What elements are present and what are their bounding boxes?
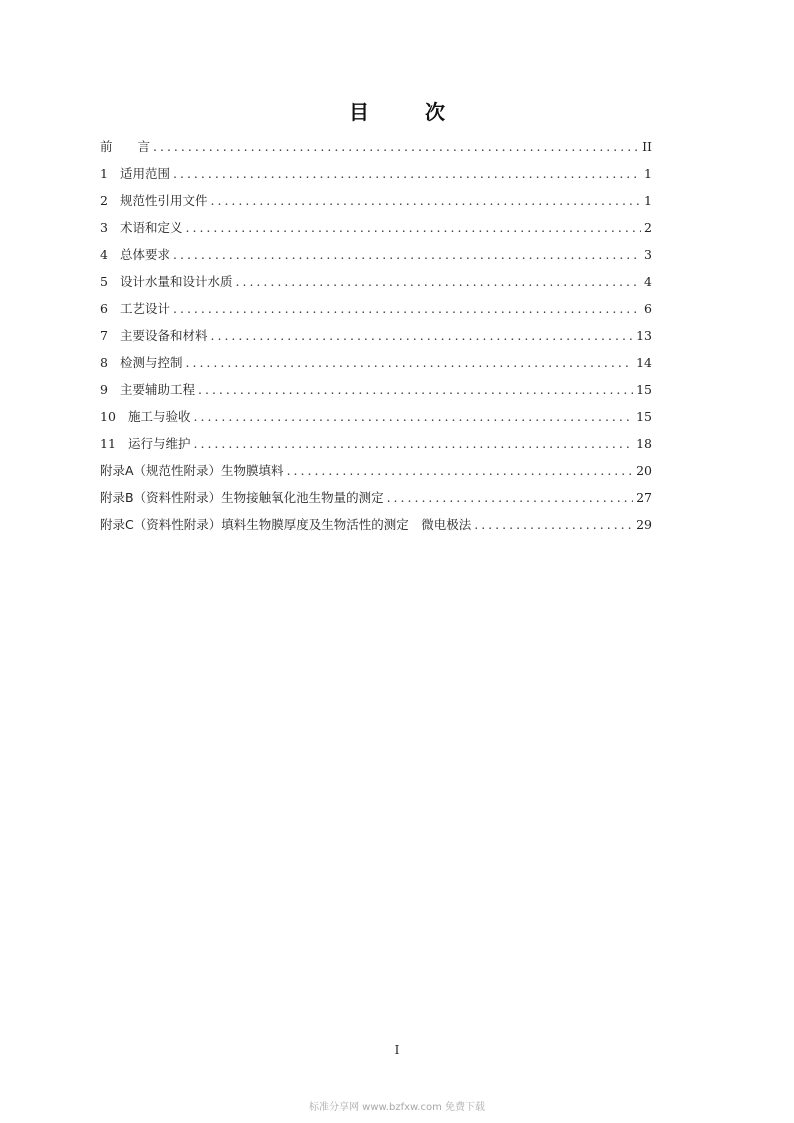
toc-dot-leader — [236, 268, 642, 295]
toc-entry-number: 4 — [100, 247, 108, 262]
toc-entry-page: 29 — [636, 517, 652, 532]
toc-entry-page: 18 — [636, 436, 652, 451]
toc-entry-page: 27 — [636, 490, 652, 505]
toc-entry-label: 术语和定义 — [120, 220, 183, 235]
toc-entry[interactable] — [100, 268, 652, 295]
table-of-contents — [100, 133, 652, 538]
toc-entry[interactable] — [100, 376, 652, 403]
toc-entry-number: 10 — [100, 409, 116, 424]
toc-entry-page: 14 — [636, 355, 652, 370]
toc-entry-number: 11 — [100, 436, 116, 451]
toc-dot-leader — [186, 214, 642, 241]
toc-dot-leader — [194, 403, 634, 430]
toc-dot-leader — [173, 160, 641, 187]
toc-entry-page: 6 — [644, 301, 652, 316]
toc-entry-label: 工艺设计 — [120, 301, 171, 316]
toc-entry-page: II — [642, 139, 652, 154]
toc-entry-label: 附录A（规范性附录）生物膜填料 — [100, 463, 284, 478]
toc-dot-leader — [194, 430, 634, 457]
toc-dot-leader — [387, 484, 634, 511]
toc-dot-leader — [474, 511, 633, 538]
toc-dot-leader — [173, 295, 641, 322]
toc-entry-label: 检测与控制 — [120, 355, 183, 370]
toc-entry-label: 主要设备和材料 — [120, 328, 208, 343]
toc-entry-number: 5 — [100, 274, 108, 289]
toc-entry-label: 运行与维护 — [128, 436, 191, 451]
toc-entry-number: 9 — [100, 382, 108, 397]
toc-entry-page: 20 — [636, 463, 652, 478]
toc-title: 目 次 — [349, 100, 463, 124]
toc-entry[interactable] — [100, 241, 652, 268]
toc-entry-number: 7 — [100, 328, 108, 343]
toc-entry[interactable] — [100, 322, 652, 349]
toc-entry[interactable] — [100, 484, 652, 511]
toc-entry-page: 1 — [644, 166, 652, 181]
toc-entry-number: 8 — [100, 355, 108, 370]
toc-entry-label: 主要辅助工程 — [120, 382, 196, 397]
toc-entry-label: 附录C（资料性附录）填料生物膜厚度及生物活性的测定 微电极法 — [100, 517, 472, 532]
toc-entry-number: 1 — [100, 166, 108, 181]
toc-entry-page: 4 — [644, 274, 652, 289]
toc-entry-label: 规范性引用文件 — [120, 193, 208, 208]
toc-entry[interactable] — [100, 187, 652, 214]
toc-entry-page: 3 — [644, 247, 652, 262]
watermark: 标准分享网 www.bzfxw.com 免费下载 — [309, 1102, 485, 1113]
toc-entry[interactable] — [100, 295, 652, 322]
toc-entry-page: 13 — [636, 328, 652, 343]
toc-dot-leader — [211, 322, 634, 349]
toc-entry[interactable] — [100, 430, 652, 457]
toc-dot-leader — [173, 241, 641, 268]
toc-entry-label: 总体要求 — [120, 247, 171, 262]
toc-entry[interactable] — [100, 349, 652, 376]
toc-entry[interactable] — [100, 457, 652, 484]
toc-entry-page: 2 — [644, 220, 652, 235]
toc-entry[interactable] — [100, 403, 652, 430]
toc-entry[interactable] — [100, 511, 652, 538]
toc-dot-leader — [186, 349, 634, 376]
page-number: I — [394, 1043, 400, 1057]
toc-dot-leader — [153, 133, 639, 160]
toc-entry-page: 15 — [636, 382, 652, 397]
toc-dot-leader — [287, 457, 634, 484]
toc-entry-page: 15 — [636, 409, 652, 424]
toc-entry[interactable] — [100, 160, 652, 187]
toc-entry[interactable] — [100, 214, 652, 241]
toc-entry-number: 6 — [100, 301, 108, 316]
toc-entry[interactable] — [100, 133, 652, 160]
toc-entry-label: 施工与验收 — [128, 409, 191, 424]
toc-dot-leader — [211, 187, 642, 214]
toc-entry-label: 前 言 — [100, 139, 151, 154]
toc-dot-leader — [198, 376, 633, 403]
toc-entry-label: 适用范围 — [120, 166, 171, 181]
toc-entry-label: 附录B（资料性附录）生物接触氧化池生物量的测定 — [100, 490, 384, 505]
toc-entry-page: 1 — [644, 193, 652, 208]
toc-entry-number: 3 — [100, 220, 108, 235]
toc-entry-number: 2 — [100, 193, 108, 208]
toc-entry-label: 设计水量和设计水质 — [120, 274, 233, 289]
